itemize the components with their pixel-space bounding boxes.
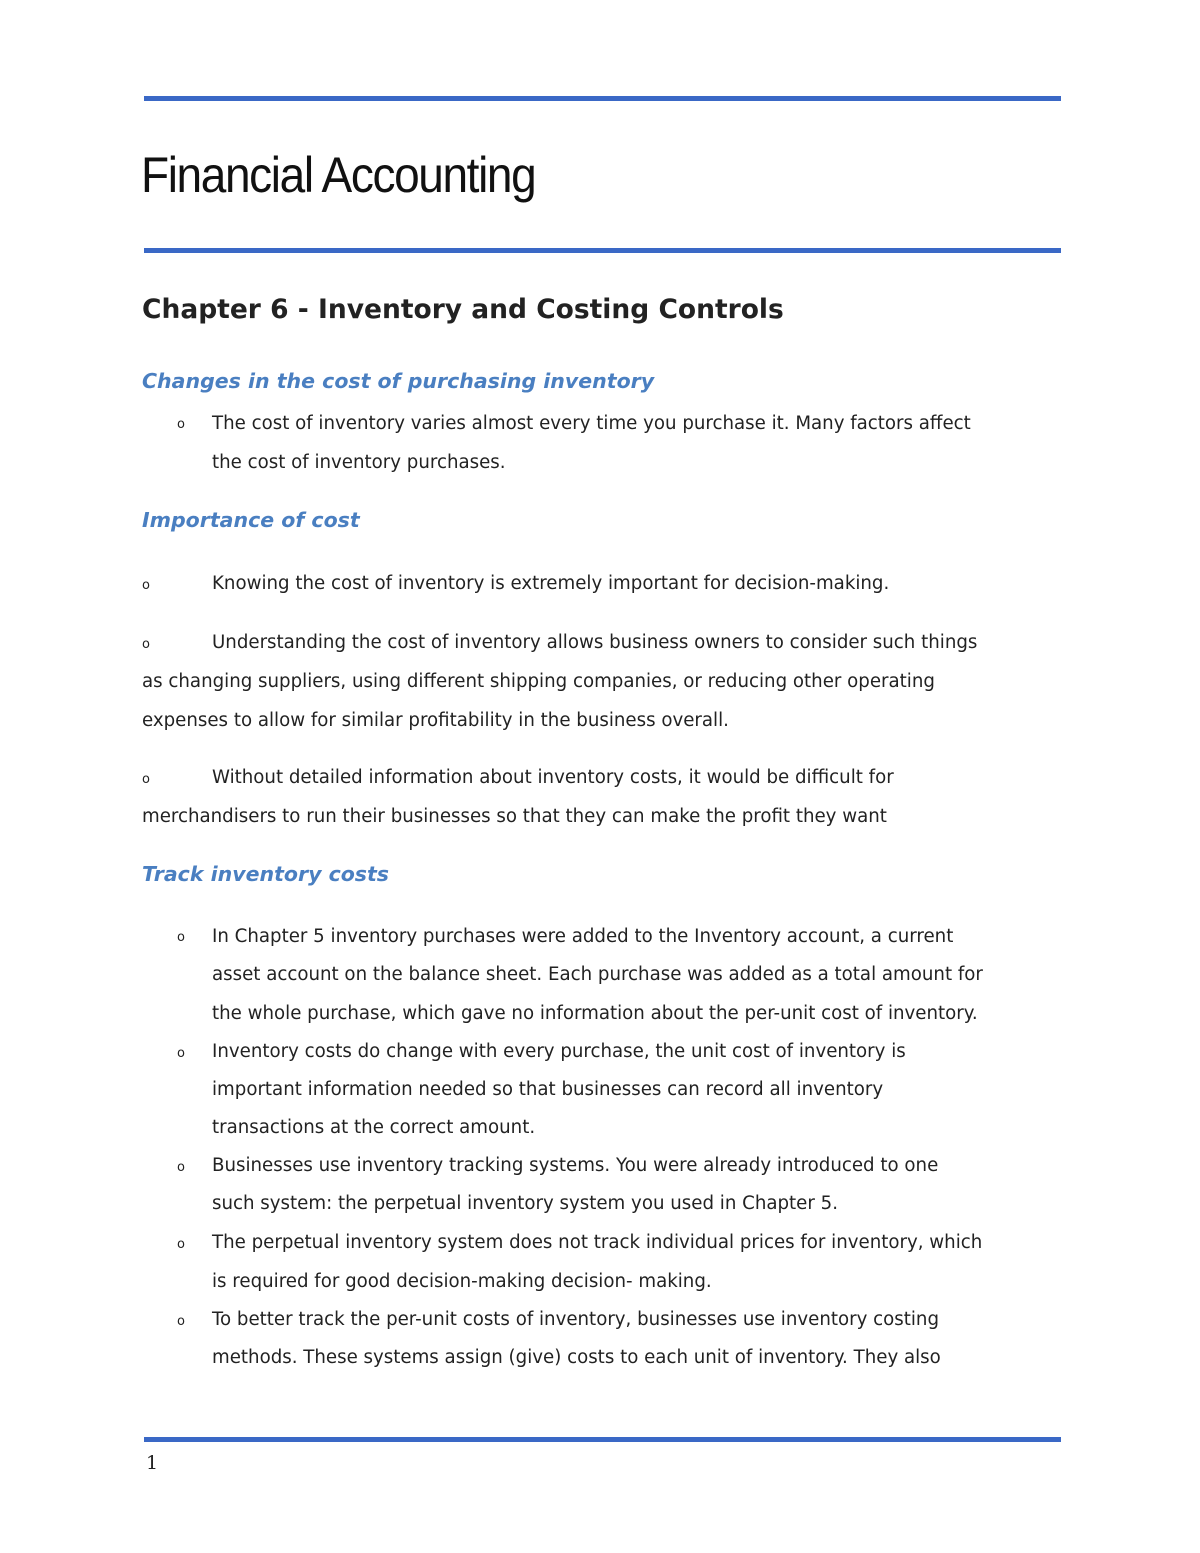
- section-heading-track: Track inventory costs: [142, 862, 390, 886]
- bullet-marker: o: [142, 578, 150, 593]
- bullet-marker: o: [177, 1046, 185, 1061]
- list-item-line: asset account on the balance sheet. Each purchase was added as a total amount for: [212, 964, 983, 985]
- list-item-line: the whole purchase, which gave no information about the per-unit cost of inventory.: [212, 1003, 978, 1024]
- list-item-line: merchandisers to run their businesses so that they can make the profit they want: [142, 806, 887, 827]
- list-item-line: such system: the perpetual inventory system you used in Chapter 5.: [212, 1193, 838, 1214]
- header-bottom-rule: [144, 248, 1061, 253]
- list-item-line: important information needed so that businesses can record all inventory: [212, 1079, 884, 1100]
- list-item-line: Inventory costs do change with every purchase, the unit cost of inventory is: [212, 1041, 906, 1062]
- document-title: Financial Accounting: [141, 147, 536, 203]
- bullet-marker: o: [177, 930, 185, 945]
- bullet-marker: o: [177, 417, 185, 432]
- page-number: 1: [146, 1452, 159, 1474]
- footer-rule: [144, 1437, 1061, 1442]
- section-heading-importance: Importance of cost: [142, 508, 360, 532]
- list-item-line: Without detailed information about inventory costs, it would be difficult for: [212, 767, 894, 788]
- list-item-line: The cost of inventory varies almost every time you purchase it. Many factors affect: [212, 413, 971, 434]
- list-item-line: Businesses use inventory tracking systems. You were already introduced to one: [212, 1155, 939, 1176]
- list-item-line: Knowing the cost of inventory is extremely important for decision-making.: [212, 573, 890, 594]
- list-item-line: The perpetual inventory system does not track individual prices for inventory, which: [212, 1232, 983, 1253]
- section-heading-changes: Changes in the cost of purchasing inventory: [142, 369, 655, 393]
- list-item-line: To better track the per-unit costs of inventory, businesses use inventory costing: [212, 1309, 940, 1330]
- list-item-line: In Chapter 5 inventory purchases were added to the Inventory account, a current: [212, 926, 954, 947]
- bullet-marker: o: [177, 1160, 185, 1175]
- bullet-marker: o: [177, 1237, 185, 1252]
- header-top-rule: [144, 96, 1061, 101]
- list-item-line: Understanding the cost of inventory allows business owners to consider such things: [212, 632, 978, 653]
- list-item-line: is required for good decision-making decision- making.: [212, 1271, 712, 1292]
- list-item-line: methods. These systems assign (give) costs to each unit of inventory. They also: [212, 1347, 941, 1368]
- list-item-line: the cost of inventory purchases.: [212, 452, 506, 473]
- list-item-line: expenses to allow for similar profitability in the business overall.: [142, 710, 729, 731]
- chapter-title: Chapter 6 - Inventory and Costing Controls: [142, 294, 784, 325]
- list-item-line: as changing suppliers, using different shipping companies, or reducing other operating: [142, 671, 935, 692]
- bullet-marker: o: [142, 637, 150, 652]
- bullet-marker: o: [142, 772, 150, 787]
- bullet-marker: o: [177, 1314, 185, 1329]
- list-item-line: transactions at the correct amount.: [212, 1117, 536, 1138]
